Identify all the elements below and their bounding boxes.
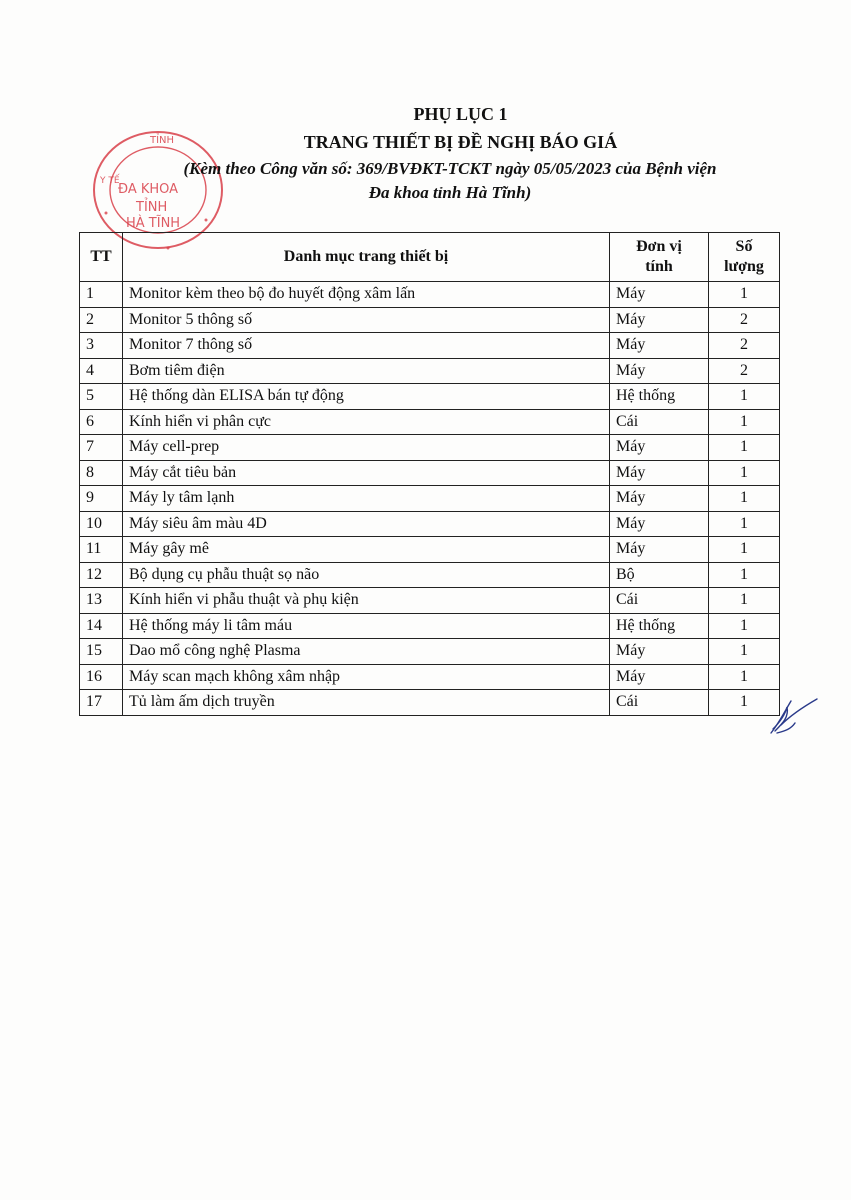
cell-tt: 6 (80, 409, 123, 435)
cell-qty: 1 (709, 282, 780, 308)
cell-unit: Cái (610, 690, 709, 716)
document-title: TRANG THIẾT BỊ ĐỀ NGHỊ BÁO GIÁ (303, 132, 618, 152)
cell-qty: 1 (709, 562, 780, 588)
cell-qty: 1 (709, 664, 780, 690)
cell-name: Hệ thống dàn ELISA bán tự động (123, 384, 610, 410)
cell-tt: 14 (80, 613, 123, 639)
cell-tt: 8 (80, 460, 123, 486)
header-unit-line1: Đơn vị (636, 238, 682, 255)
table-row (80, 435, 780, 461)
cell-qty: 1 (709, 690, 780, 716)
stamp-text-line1: ĐA KHOA (118, 182, 179, 197)
cell-name: Dao mổ công nghệ Plasma (123, 639, 610, 665)
cell-name: Kính hiển vi phân cực (123, 409, 610, 435)
cell-unit: Máy (610, 511, 709, 537)
cell-tt: 16 (80, 664, 123, 690)
header-qty-line2: lượng (724, 258, 764, 275)
cell-unit: Máy (610, 435, 709, 461)
cell-tt: 5 (80, 384, 123, 410)
cell-qty: 1 (709, 639, 780, 665)
equipment-table (79, 232, 780, 716)
cell-unit: Máy (610, 486, 709, 512)
table-header-row (80, 233, 780, 282)
table-row (80, 333, 780, 359)
cell-unit: Cái (610, 588, 709, 614)
cell-qty: 1 (709, 460, 780, 486)
table-row (80, 358, 780, 384)
table-row (80, 613, 780, 639)
reference-line-2: Đa khoa tỉnh Hà Tĩnh) (368, 183, 532, 202)
cell-unit: Máy (610, 460, 709, 486)
cell-name: Bộ dụng cụ phẫu thuật sọ não (123, 562, 610, 588)
cell-unit: Bộ (610, 562, 709, 588)
cell-unit: Máy (610, 282, 709, 308)
cell-qty: 1 (709, 384, 780, 410)
header-qty (709, 233, 780, 282)
cell-tt: 15 (80, 639, 123, 665)
cell-name: Bơm tiêm điện (123, 358, 610, 384)
cell-tt: 1 (80, 282, 123, 308)
cell-tt: 4 (80, 358, 123, 384)
cell-qty: 1 (709, 486, 780, 512)
table-row (80, 384, 780, 410)
cell-tt: 10 (80, 511, 123, 537)
cell-tt: 11 (80, 537, 123, 563)
cell-name: Máy cắt tiêu bản (123, 460, 610, 486)
cell-unit: Hệ thống (610, 384, 709, 410)
reference-line-1: (Kèm theo Công văn số: 369/BVĐKT-TCKT ngày 05/05/2023 của Bệnh viện (183, 159, 717, 178)
cell-name: Máy scan mạch không xâm nhập (123, 664, 610, 690)
table-row (80, 562, 780, 588)
cell-qty: 2 (709, 307, 780, 333)
cell-tt: 13 (80, 588, 123, 614)
table-body (80, 282, 780, 716)
cell-name: Tủ làm ấm dịch truyền (123, 690, 610, 716)
cell-qty: 1 (709, 511, 780, 537)
header-qty-line1: Số (735, 238, 753, 255)
table-row (80, 690, 780, 716)
cell-qty: 1 (709, 613, 780, 639)
cell-unit: Máy (610, 664, 709, 690)
cell-name: Kính hiển vi phẫu thuật và phụ kiện (123, 588, 610, 614)
cell-name: Hệ thống máy li tâm máu (123, 613, 610, 639)
header-tt: TT (80, 233, 123, 282)
cell-tt: 17 (80, 690, 123, 716)
cell-name: Monitor 5 thông số (123, 307, 610, 333)
reference-note (120, 157, 780, 205)
cell-unit: Máy (610, 639, 709, 665)
table-row (80, 511, 780, 537)
cell-name: Monitor kèm theo bộ đo huyết động xâm lấn (123, 282, 610, 308)
cell-name: Monitor 7 thông số (123, 333, 610, 359)
cell-tt: 3 (80, 333, 123, 359)
stamp-text-top: TỈNH (150, 135, 175, 146)
cell-qty: 1 (709, 435, 780, 461)
cell-unit: Hệ thống (610, 613, 709, 639)
cell-unit: Máy (610, 307, 709, 333)
cell-name: Máy siêu âm màu 4D (123, 511, 610, 537)
table-row (80, 282, 780, 308)
table-row (80, 537, 780, 563)
header-unit (610, 233, 709, 282)
table-row (80, 486, 780, 512)
cell-unit: Máy (610, 333, 709, 359)
stamp-text-line2: TỈNH (136, 200, 168, 215)
table-row (80, 588, 780, 614)
table-row (80, 409, 780, 435)
cell-tt: 12 (80, 562, 123, 588)
cell-qty: 1 (709, 409, 780, 435)
cell-name: Máy cell-prep (123, 435, 610, 461)
cell-qty: 1 (709, 588, 780, 614)
appendix-heading: PHỤ LỤC 1 (413, 104, 508, 124)
cell-tt: 7 (80, 435, 123, 461)
table-row (80, 307, 780, 333)
cell-qty: 2 (709, 358, 780, 384)
cell-unit: Cái (610, 409, 709, 435)
stamp-text-left: Y TẾ (100, 176, 120, 186)
cell-name: Máy ly tâm lạnh (123, 486, 610, 512)
cell-unit: Máy (610, 537, 709, 563)
cell-qty: 2 (709, 333, 780, 359)
cell-qty: 1 (709, 537, 780, 563)
stamp-text-line3: HÀ TĨNH (126, 216, 181, 231)
table-row (80, 664, 780, 690)
table-row (80, 460, 780, 486)
cell-unit: Máy (610, 358, 709, 384)
cell-tt: 2 (80, 307, 123, 333)
table-row (80, 639, 780, 665)
header-name: Danh mục trang thiết bị (123, 233, 610, 282)
signature-icon (765, 693, 820, 738)
header-unit-line2: tính (645, 258, 673, 275)
cell-name: Máy gây mê (123, 537, 610, 563)
cell-tt: 9 (80, 486, 123, 512)
